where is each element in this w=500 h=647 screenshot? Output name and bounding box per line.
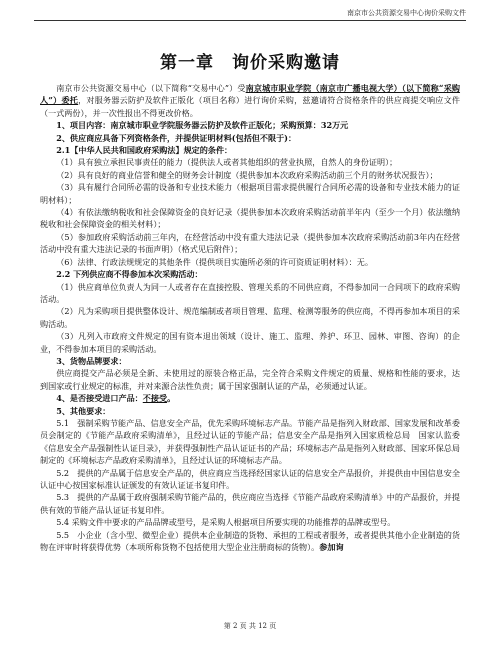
page-number: 第 2 页 共 12 页 bbox=[223, 622, 277, 630]
item-5-heading: 5、其他要求： bbox=[56, 405, 111, 416]
item-5-1: 5.1 强制采购节能产品、信息安全产品，优先采购环境标志产品。节能产品是指列入财政部、国家发展和改革委员会制定的《节能产品政府采购清单》，且经过认证的节能产品；信息安全产品是指列入国家质检总局 国家认监委《信息安全产品强制性认证目录》，并获得强制性产品认证证书的产品；环境标志产品是指列入财政部、国家环保总局制定的《环境标志产品政府采购清单》，且经过认证的环境标志产品。 bbox=[40, 417, 460, 466]
item-4-import: 4、是否接受进口产品：不接受。 bbox=[56, 393, 176, 404]
intro-text-3: ，对服务器云防护及软件正版化（项目名称）进行询价采购，兹邀请符合资格条件的供应商提交响应文件（一式两份），并一次性报出不得更改价格。 bbox=[40, 95, 461, 118]
item-5-5-tail: 参加询 bbox=[319, 542, 344, 553]
running-header: 南京市公共资源交易中心询价采购文件 bbox=[34, 8, 466, 21]
intro-purchaser: 南京城市职业学院（南京市广播电视大学）（以下简称“采购人”）委托 bbox=[40, 83, 461, 106]
condition-5: （5）参加政府采购活动前三年内，在经营活动中没有重大违法记录（提供参加本次政府采购活动前3年内在经营活动中没有重大违法记录的书面声明）（格式见后附件）； bbox=[40, 231, 460, 255]
item-5-2: 5.2 提供的产品属于信息安全产品的，供应商应当选择经国家认证的信息安全产品报价，并提供由中国信息安全认证中心按国家标准认证颁发的有效认证证书复印件。 bbox=[40, 467, 460, 490]
item-5-3: 5.3 提供的产品属于政府强制采购节能产品的，供应商应当选择《节能产品政府采购清单》中的产品报价，并提供有效的节能产品认证证书复印件。 bbox=[40, 492, 460, 515]
item-5-5: 5.5 小企业（含小型、微型企业）提供本企业制造的货物、承担的工程或者服务，或者提供其他小企业制造的货物在评审时将获得优势（本项所称货物不包括使用大型企业注册商标的货物）。 bbox=[40, 529, 460, 553]
item-4-value: 不接受 bbox=[142, 393, 168, 404]
condition-6: （6）法律、行政法规规定的其他条件（提供项目实施所必须的许可资质证明材料）：无。 bbox=[56, 256, 373, 267]
intro-paragraph bbox=[40, 82, 460, 119]
exclusion-2: （2）凡为采购项目提供整体设计、规范编制或者项目管理、监理、检测等服务的供应商，不得再参加本项目的采购活动。 bbox=[40, 306, 460, 329]
item-3-text: 供应商提交产品必须是全新、未使用过的原装合格正品，完全符合采购文件规定的质量、规格和性能的要求，达到国家或行业规定的标准，并对来源合法性负责；属于国家强制认证的产品，必须通过认证。 bbox=[40, 368, 460, 391]
item-3-heading: 3、货物品牌要求： bbox=[56, 355, 127, 366]
item-4-lead: 4、是否接受进口产品： bbox=[56, 393, 143, 404]
item-1-project: 1、项目内容：南京城市职业学院服务器云防护及软件正版化；采购预算：32万元 bbox=[56, 120, 349, 131]
item-2-qualifications: 2、供应商应具备下列资格条件，并提供证明材料(包括但不限于)： bbox=[56, 132, 297, 143]
exclusion-3: （3）凡列入市政府文件规定的国有资本退出领域（设计、施工、监理、养护、环卫、园林、审图、咨询）的企业，不得参加本项目的采购活动。 bbox=[40, 331, 460, 354]
condition-2: （2）具有良好的商业信誉和健全的财务会计制度（提供参加本次政府采购活动前三个月的财务状况报告）； bbox=[56, 169, 438, 180]
condition-4: （4）有依法缴纳税收和社会保障资金的良好记录（提供参加本次政府采购活动前半年内（至少一个月）依法缴纳税收和社会保障资金的相关材料）； bbox=[40, 207, 460, 230]
exclusion-1: （1）供应商单位负责人为同一人或者存在直接控股、管理关系的不同供应商，不得参加同一合同项下的政府采购活动。 bbox=[40, 281, 460, 304]
item-2-2-heading: 2.2 下列供应商不得参加本次采购活动： bbox=[56, 269, 203, 280]
intro-text-1: 南京市公共资源交易中心（以下简称“交易中心”）受 bbox=[56, 83, 246, 93]
condition-3: （3）具有履行合同所必需的设备和专业技术能力（根据项目需求提供履行合同所必需的设备和专业技术能力的证明材料）； bbox=[40, 182, 460, 205]
condition-1: （1）具有独立承担民事责任的能力（提供法人或者其他组织的营业执照，自然人的身份证明）； bbox=[56, 157, 398, 168]
document-body bbox=[40, 82, 460, 553]
chapter-title: 第一章 询价采购邀请 bbox=[160, 53, 340, 73]
item-2-1-heading: 2.1【中华人民共和国政府采购法】规定的条件： bbox=[56, 145, 233, 156]
item-5-4: 5.4 采购文件中要求的产品品牌或型号，是采购人根据项目所要实现的功能推荐的品牌或型号。 bbox=[56, 517, 396, 528]
item-5-5-paragraph bbox=[40, 529, 460, 554]
